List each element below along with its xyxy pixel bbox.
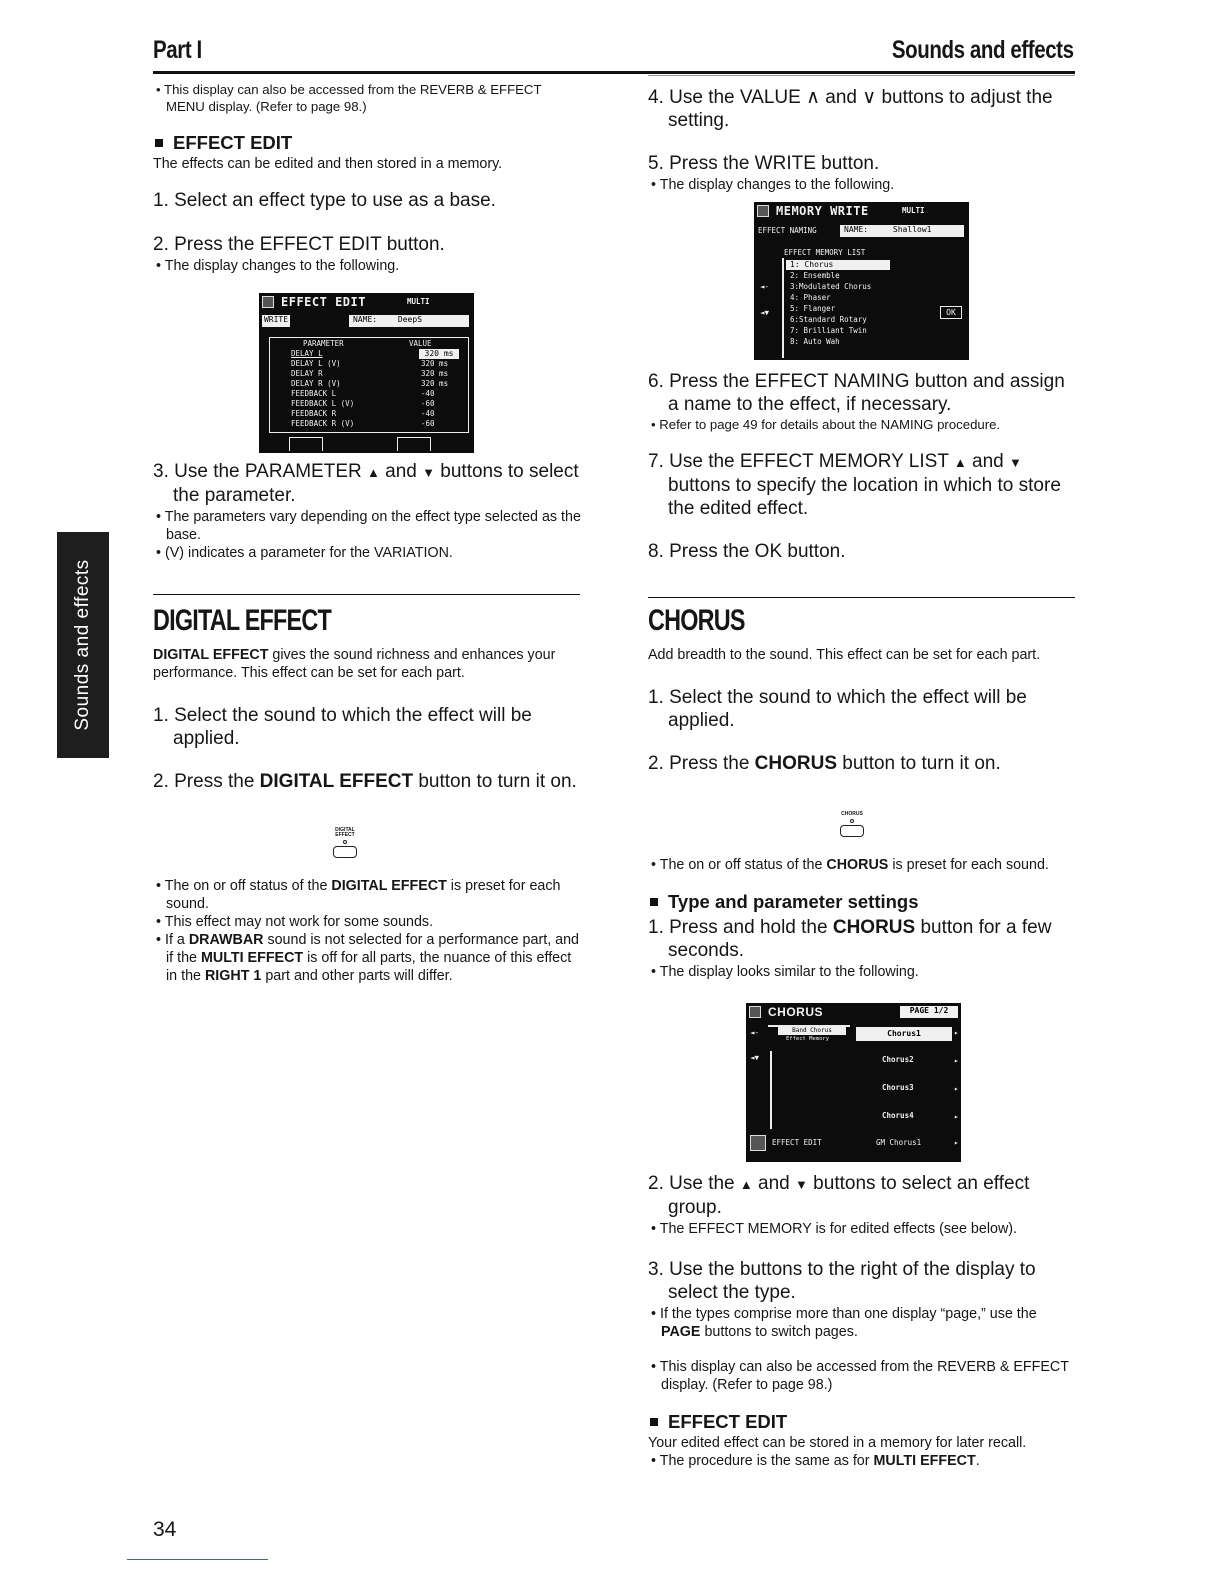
write-procedure (648, 86, 1078, 194)
type-step-3: 3. Use the buttons to the right of the display to select the type. (648, 1259, 1036, 1303)
name-field: NAME: DeepS (349, 315, 469, 327)
page-indicator: PAGE 1/2 (900, 1006, 958, 1018)
param-value: 320 ms (421, 379, 449, 388)
group-border (770, 1051, 772, 1129)
param-name: FEEDBACK L (V) (291, 399, 355, 408)
memory-list-item: 6:Standard Rotary (790, 315, 867, 324)
ch-note-1: • The on or off status of the CHORUS is preset for each sound. (651, 857, 1049, 873)
value-up-icon: ∧ (806, 87, 820, 108)
naming-label: EFFECT NAMING (758, 226, 817, 235)
param-name: FEEDBACK R (V) (291, 419, 355, 428)
naming-steps (648, 370, 1078, 563)
param-name: FEEDBACK L (291, 389, 337, 398)
reverb-note: • This display can also be accessed from the REVERB & EFFECT MENU display. (Refer to page 98.) (156, 82, 542, 114)
memory-list-item: 8: Auto Wah (790, 337, 840, 346)
ok-button: OK (940, 306, 962, 319)
edit-icon (750, 1135, 766, 1151)
write-tab: WRITE (262, 315, 290, 327)
type-step-1-note: • The display looks similar to the following. (651, 964, 919, 980)
down-icon: ▼ (795, 1177, 808, 1192)
digital-effect-button-icon: DIGITAL EFFECT (333, 828, 363, 858)
chorus-type-settings (648, 856, 1078, 981)
chorus-type-arrow-icon: ▸ (954, 1112, 959, 1121)
side-tab (57, 532, 109, 758)
effect-edit-step3 (153, 460, 583, 562)
memory-list-item: 1: Chorus (786, 260, 890, 270)
param-value: 320 ms (419, 349, 459, 359)
chorus-section (648, 604, 1078, 775)
display-title: EFFECT EDIT (281, 295, 366, 309)
param-name: FEEDBACK R (291, 409, 337, 418)
step-8-ok: 8. Press the OK button. (648, 540, 846, 562)
param-value: 320 ms (421, 359, 449, 368)
display-title: MEMORY WRITE (776, 204, 869, 218)
display-note: • The display changes to the following. (156, 258, 400, 274)
chorus-type-item: Chorus4 (882, 1111, 914, 1120)
chorus-type-item: Chorus3 (882, 1083, 914, 1092)
digital-effect-desc: DIGITAL EFFECT gives the sound richness and enhances your performance. This effect can be set for each part. (153, 647, 556, 681)
chorus-type-arrow-icon: ▸ (954, 1028, 959, 1037)
param-note-1: • The parameters vary depending on the effect type selected as the base. (156, 509, 581, 543)
group-up-button: ◄- (750, 1028, 760, 1037)
memory-list-item: 4: Phaser (790, 293, 831, 302)
param-value: -60 (421, 419, 435, 428)
effect-edit-display (259, 293, 474, 453)
header-rule (153, 71, 1075, 74)
footer-rule (127, 1559, 268, 1560)
ch-step-1: 1. Select the sound to which the effect will be applied. (648, 687, 1027, 731)
de-note-2: • This effect may not work for some sounds. (156, 914, 434, 930)
list-border (782, 258, 784, 358)
chorus-button-icon: CHORUS (840, 812, 870, 837)
digital-effect-title: DIGITAL EFFECT (153, 604, 332, 637)
de-note-1: • The on or off status of the DIGITAL EFFECT is preset for each sound. (156, 878, 561, 912)
chorus-type-item: Chorus2 (882, 1055, 914, 1064)
down-icon: ▼ (1009, 454, 1022, 470)
step-5-write: 5. Press the WRITE button. (648, 153, 880, 174)
param-value: 320 ms (421, 369, 449, 378)
section-divider-right (648, 597, 1075, 598)
chorus-display (746, 1003, 961, 1162)
down-icon: ▼ (422, 465, 436, 480)
type-step-3-note: • If the types comprise more than one display “page,” use the PAGE buttons to switch pages. (651, 1306, 1037, 1340)
chorus-title: CHORUS (648, 604, 745, 637)
effect-edit-heading: EFFECT EDIT (153, 132, 583, 154)
part-label: Part I (153, 36, 202, 64)
display-icon (262, 296, 274, 308)
type-step-2-note: • The EFFECT MEMORY is for edited effects (see below). (651, 1221, 1018, 1237)
param-name: DELAY R (V) (291, 379, 341, 388)
chorus-type-item: Chorus1 (856, 1027, 952, 1041)
page-number: 34 (153, 1518, 177, 1541)
digital-effect-notes (153, 877, 583, 985)
naming-note: • Refer to page 49 for details about the NAMING procedure. (651, 417, 1001, 432)
current-arrow-icon: ▸ (954, 1138, 959, 1147)
step-4-value: 4. Use the VALUE ∧ and ∨ buttons to adjust the setting. (648, 87, 1053, 131)
param-value: -40 (421, 389, 435, 398)
list-title: EFFECT MEMORY LIST (784, 248, 866, 257)
step-3-parameter: 3. Use the PARAMETER ▲ and ▼ buttons to select the parameter. (153, 461, 579, 506)
display-icon (749, 1006, 761, 1018)
param-value: -40 (421, 409, 435, 418)
value-button (397, 437, 431, 451)
group-down-button: ◄▼ (750, 1053, 760, 1062)
memory-write-display (754, 202, 969, 360)
memory-list-item: 5: Flanger (790, 304, 836, 313)
section-header: Sounds and effects (892, 36, 1074, 64)
param-value: -60 (421, 399, 435, 408)
chorus-type-arrow-icon: ▸ (954, 1056, 959, 1065)
param-button (289, 437, 323, 451)
up-icon: ▲ (953, 454, 967, 470)
up-icon: ▲ (739, 1177, 753, 1192)
de-note-3: • If a DRAWBAR sound is not selected for a performance part, and if the MULTI EFFECT is off for all parts, the nuance of this effect in the RIGHT 1 part and other parts will differ. (156, 932, 579, 984)
memory-list-item: 2: Ensemble (790, 271, 840, 280)
de-step-2: 2. Press the DIGITAL EFFECT button to turn it on. (153, 771, 577, 792)
effect-edit-section (153, 82, 583, 275)
chorus-effect-edit-desc: Your edited effect can be stored in a memory for later recall. (648, 1435, 1027, 1451)
list-down-button: ◄▼ (760, 308, 770, 317)
chorus-effect-edit-note: • The procedure is the same as for MULTI EFFECT. (651, 1453, 980, 1469)
ch-step-2: 2. Press the CHORUS button to turn it on. (648, 753, 1001, 774)
chorus-effect-edit-heading: EFFECT EDIT (648, 1411, 1078, 1433)
type-step-1: 1. Press and hold the CHORUS button for a few seconds. (648, 917, 1052, 961)
section-divider-left (153, 594, 580, 595)
chorus-type-steps (648, 1172, 1078, 1470)
group-2: Effect Memory (786, 1036, 830, 1042)
type-param-heading: Type and parameter settings (648, 891, 1078, 913)
digital-effect-section (153, 604, 583, 793)
value-down-icon: ∨ (862, 87, 877, 108)
display-title: CHORUS (768, 1005, 824, 1019)
header-subrule (648, 75, 1075, 76)
step-6-naming: 6. Press the EFFECT NAMING button and assign a name to the effect, if necessary. (648, 371, 1065, 415)
effect-edit-desc: The effects can be edited and then stored in a memory. (153, 156, 503, 172)
name-field: NAME: Shallow1 (840, 225, 964, 237)
param-name: DELAY L (291, 349, 323, 358)
col-param: PARAMETER (303, 339, 344, 348)
param-name: DELAY R (291, 369, 323, 378)
write-display-note: • The display changes to the following. (651, 177, 895, 193)
effect-edit-label: EFFECT EDIT (772, 1138, 822, 1147)
step-2-press: 2. Press the EFFECT EDIT button. (153, 234, 445, 255)
step-1-select: 1. Select an effect type to use as a base. (153, 190, 496, 211)
param-note-2: • (V) indicates a parameter for the VARIATION. (156, 545, 453, 561)
up-icon: ▲ (367, 465, 380, 480)
chorus-type-arrow-icon: ▸ (954, 1084, 959, 1093)
side-tab-label: Sounds and effects (72, 559, 93, 731)
param-name: DELAY L (V) (291, 359, 341, 368)
memory-list-item: 7: Brilliant Twin (790, 326, 867, 335)
type-step-2: 2. Use the ▲ and ▼ buttons to select an effect group. (648, 1173, 1030, 1218)
memory-list-item: 3:Modulated Chorus (790, 282, 872, 291)
display-icon (757, 205, 769, 217)
de-step-1: 1. Select the sound to which the effect will be applied. (153, 705, 532, 749)
display-mode: MULTI (407, 297, 430, 306)
list-up-button: ◄- (760, 282, 770, 291)
current-effect: GM Chorus1 (876, 1138, 922, 1147)
col-value: VALUE (409, 339, 432, 348)
chorus-desc: Add breadth to the sound. This effect can be set for each part. (648, 647, 1041, 663)
display-mode: MULTI (902, 206, 925, 215)
reverb-display-note: • This display can also be accessed from the REVERB & EFFECT display. (Refer to page 98.) (651, 1359, 1069, 1393)
group-1: Band Chorus (778, 1027, 846, 1035)
step-7-memory-list: 7. Use the EFFECT MEMORY LIST ▲ and ▼ buttons to specify the location in which to store the edited effect. (648, 450, 1061, 519)
